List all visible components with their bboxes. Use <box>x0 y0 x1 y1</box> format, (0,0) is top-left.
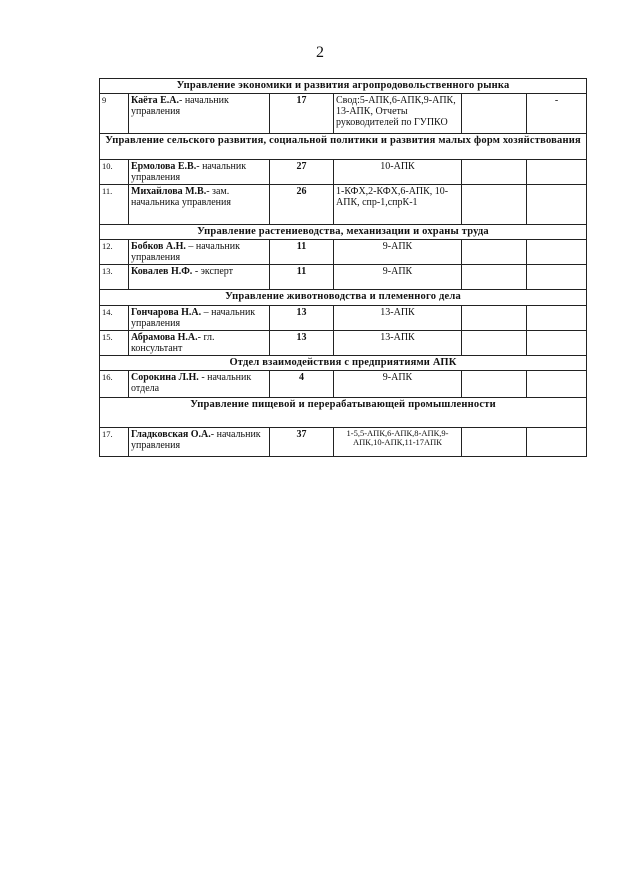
employee-cell <box>129 331 270 356</box>
employee-position: – начальник управления <box>131 307 256 329</box>
report-table <box>99 78 587 457</box>
employee-name: Бобков А.Н. <box>131 241 186 252</box>
employee-position: – начальник управления <box>131 241 240 263</box>
employee-cell <box>129 185 270 225</box>
employee-name: Гладковская О.А. <box>131 429 211 440</box>
employee-cell <box>129 160 270 185</box>
employee-cell <box>129 428 270 457</box>
table-row <box>100 265 587 290</box>
column-5-cell <box>462 185 527 225</box>
forms-list: 9-АПК <box>334 240 462 265</box>
forms-count: 26 <box>270 185 334 225</box>
employee-cell <box>129 240 270 265</box>
section-header-row <box>100 290 587 306</box>
forms-count: 27 <box>270 160 334 185</box>
column-5-cell <box>462 160 527 185</box>
section-header-row <box>100 225 587 240</box>
forms-list: 13-АПК <box>334 306 462 331</box>
column-6-cell: - <box>527 94 587 134</box>
employee-position: - гл. консультант <box>131 332 215 354</box>
row-number: 13. <box>100 265 129 290</box>
employee-position: - начальник управления <box>131 161 247 183</box>
forms-list: 10-АПК <box>334 160 462 185</box>
employee-name: Ермолова Е.В. <box>131 161 197 172</box>
forms-count: 11 <box>270 240 334 265</box>
section-title: Отдел взаимодействия с предприятиями АПК <box>100 356 587 371</box>
employee-cell <box>129 371 270 398</box>
section-header-row <box>100 134 587 160</box>
employee-position: - эксперт <box>192 266 234 277</box>
employee-name: Михайлова М.В. <box>131 186 207 197</box>
row-number: 11. <box>100 185 129 225</box>
row-number: 14. <box>100 306 129 331</box>
row-number: 9 <box>100 94 129 134</box>
forms-count: 11 <box>270 265 334 290</box>
column-6-cell <box>527 371 587 398</box>
section-header-row <box>100 398 587 428</box>
row-number: 15. <box>100 331 129 356</box>
column-5-cell <box>462 240 527 265</box>
column-5-cell <box>462 371 527 398</box>
employee-position: - зам. начальника управления <box>131 186 231 208</box>
column-5-cell <box>462 428 527 457</box>
column-5-cell <box>462 265 527 290</box>
column-6-cell <box>527 185 587 225</box>
forms-count: 4 <box>270 371 334 398</box>
forms-count: 37 <box>270 428 334 457</box>
column-6-cell <box>527 265 587 290</box>
forms-count: 17 <box>270 94 334 134</box>
table-row <box>100 306 587 331</box>
column-6-cell <box>527 428 587 457</box>
table-row <box>100 94 587 134</box>
row-number: 17. <box>100 428 129 457</box>
employee-cell <box>129 306 270 331</box>
table-row <box>100 185 587 225</box>
section-title: Управление сельского развития, социальной политики и развития малых форм хозяйствования <box>100 134 587 160</box>
employee-name: Ковалев Н.Ф. <box>131 266 193 277</box>
table-row <box>100 240 587 265</box>
column-6-cell <box>527 306 587 331</box>
page-number: 2 <box>316 44 324 61</box>
row-number: 10. <box>100 160 129 185</box>
employee-name: Гончарова Н.А. <box>131 307 202 318</box>
table-row <box>100 331 587 356</box>
column-5-cell <box>462 94 527 134</box>
forms-list: 1-КФХ,2-КФХ,6-АПК, 10-АПК, спр-1,спрК-1 <box>334 185 462 225</box>
forms-count: 13 <box>270 331 334 356</box>
section-header-row <box>100 79 587 94</box>
employee-position: - начальник управления <box>131 429 261 451</box>
forms-list: 9-АПК <box>334 265 462 290</box>
column-6-cell <box>527 160 587 185</box>
forms-list: 9-АПК <box>334 371 462 398</box>
forms-list: Свод:5-АПК,6-АПК,9-АПК, 13-АПК, Отчеты руководителей по ГУПКО <box>334 94 462 134</box>
employee-name: Абрамова Н.А. <box>131 332 198 343</box>
section-title: Управление животноводства и племенного дела <box>100 290 587 306</box>
section-header-row <box>100 356 587 371</box>
employee-position: - начальник отдела <box>131 372 252 394</box>
employee-cell <box>129 94 270 134</box>
employee-name: Сорокина Л.Н. <box>131 372 199 383</box>
employee-position: - начальник управления <box>131 95 229 117</box>
section-title: Управление растениеводства, механизации и охраны труда <box>100 225 587 240</box>
section-title: Управление пищевой и перерабатывающей промышленности <box>100 398 587 428</box>
table-row <box>100 371 587 398</box>
section-title: Управление экономики и развития агропродовольственного рынка <box>100 79 587 94</box>
forms-list: 1-5,5-АПК,6-АПК,8-АПК,9-АПК,10-АПК,11-17АПК <box>334 428 462 457</box>
employee-name: Каёта Е.А. <box>131 95 179 106</box>
row-number: 12. <box>100 240 129 265</box>
column-6-cell <box>527 331 587 356</box>
table-row <box>100 160 587 185</box>
employee-cell <box>129 265 270 290</box>
column-5-cell <box>462 306 527 331</box>
column-6-cell <box>527 240 587 265</box>
row-number: 16. <box>100 371 129 398</box>
forms-count: 13 <box>270 306 334 331</box>
table-row <box>100 428 587 457</box>
forms-list: 13-АПК <box>334 331 462 356</box>
column-5-cell <box>462 331 527 356</box>
